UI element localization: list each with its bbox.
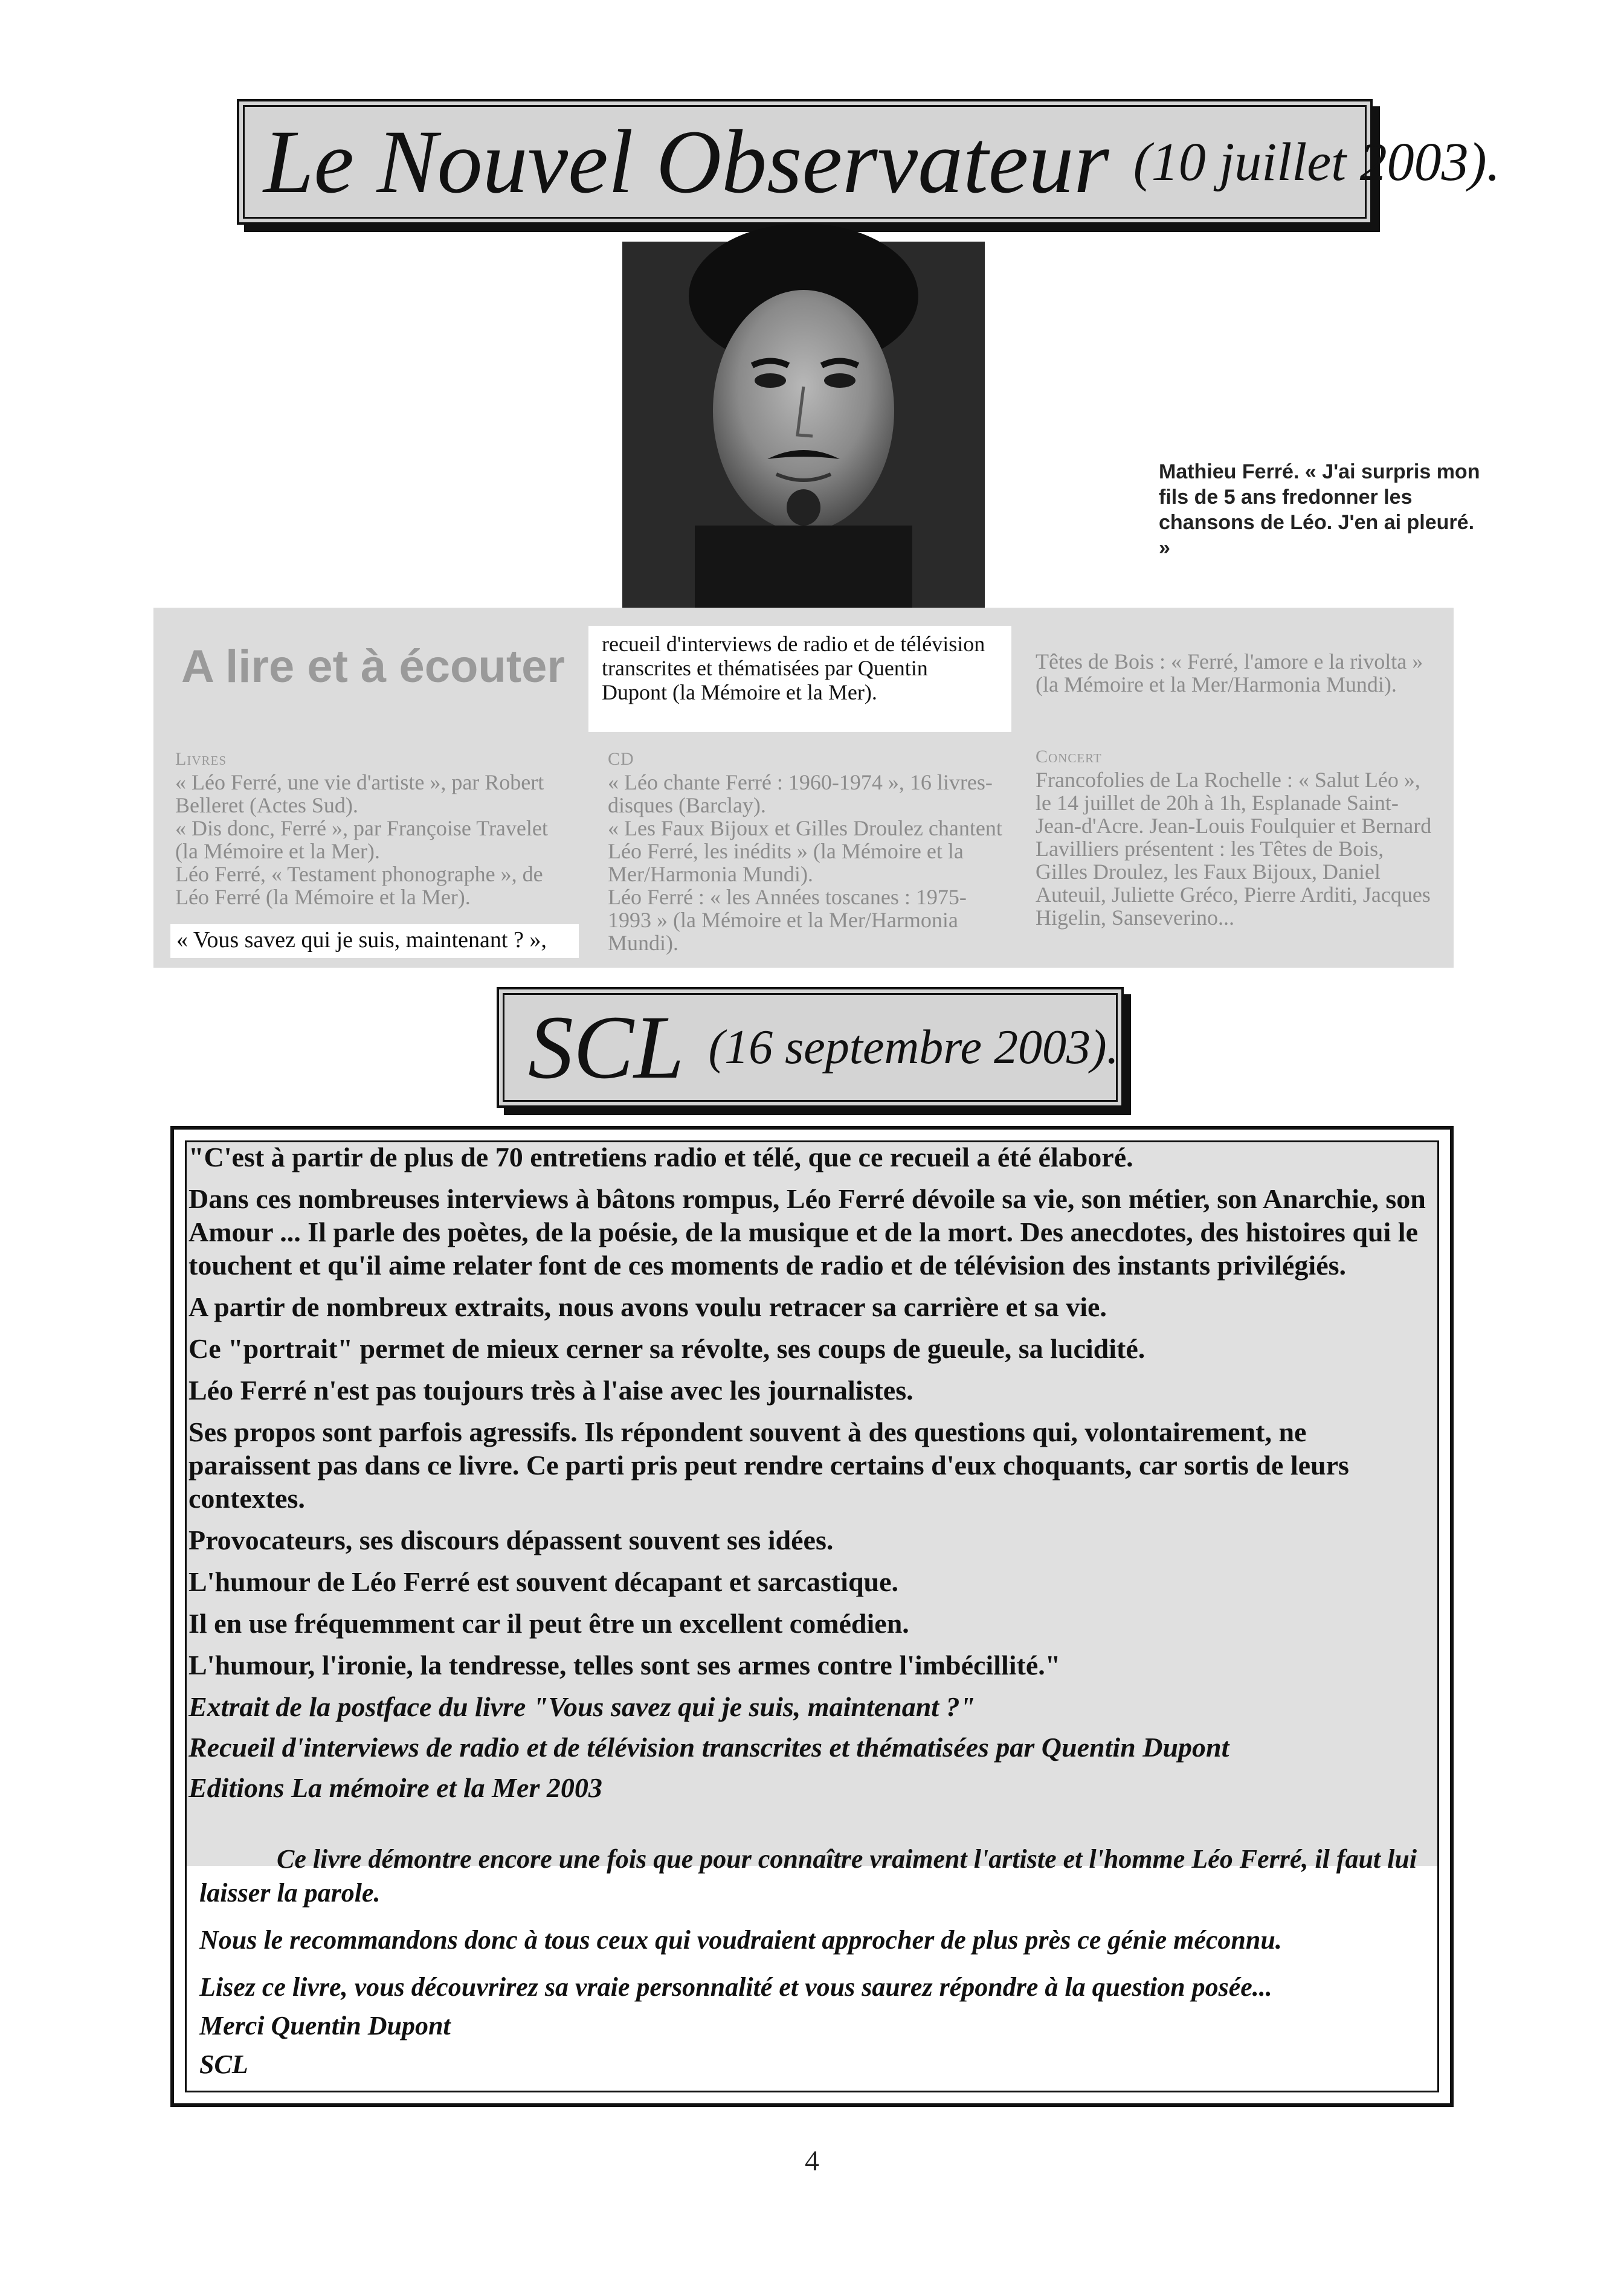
quote-paragraph: L'humour de Léo Ferré est souvent décapant et sarcastique.: [188, 1566, 899, 1597]
header-nouvel-observateur: [237, 99, 1501, 225]
livres-item: « Léo Ferré, une vie d'artiste », par Robert Belleret (Actes Sud).: [175, 770, 544, 817]
quote-paragraph: A partir de nombreux extraits, nous avons voulu retracer sa carrière et sa vie.: [188, 1291, 1107, 1322]
portrait-photo: [622, 242, 985, 608]
header-date: (16 septembre 2003).: [708, 1020, 1119, 1074]
source-line: Editions La mémoire et la Mer 2003: [188, 1772, 602, 1803]
source-line: Recueil d'interviews de radio et de télévision transcrites et thématisées par Quentin Dupont: [188, 1732, 1229, 1763]
source-line: Extrait de la postface du livre "Vous savez qui je suis, maintenant ?": [188, 1691, 976, 1722]
photo-caption: Mathieu Ferré. « J'ai surpris mon fils de 5 ans fredonner les chansons de Léo. J'en ai pleuré. »: [1159, 460, 1480, 559]
header-title: SCL: [528, 997, 685, 1098]
livres-column: [175, 748, 574, 908]
review-signature: SCL: [199, 2050, 248, 2079]
quote-paragraph: Il en use fréquemment car il peut être un excellent comédien.: [188, 1608, 909, 1639]
review-paragraph: Ce livre démontre encore une fois que pour connaître vraiment l'artiste et l'homme Léo Ferré, il faut lui laisser la parole.: [199, 1844, 1417, 1908]
review-signature: Merci Quentin Dupont: [199, 2011, 451, 2040]
cd-item: « Les Faux Bijoux et Gilles Droulez chantent Léo Ferré, les inédits » (la Mémoire et la Mer/Harmonia Mundi).: [608, 816, 1002, 886]
livres-label: Livres: [175, 749, 227, 769]
portrait-illustration: [622, 242, 985, 608]
quote-paragraph: Provocateurs, ses discours dépassent souvent ses idées.: [188, 1525, 834, 1555]
cd-item: « Léo chante Ferré : 1960-1974 », 16 livres-disques (Barclay).: [608, 770, 993, 817]
page-number: 4: [805, 2145, 819, 2177]
header-scl: [497, 987, 1124, 1108]
quote-paragraph: "C'est à partir de plus de 70 entretiens radio et télé, que ce recueil a été élaboré.: [188, 1142, 1133, 1172]
review-paragraph: Lisez ce livre, vous découvrirez sa vraie personnalité et vous saurez répondre à la question posée...: [199, 1972, 1272, 2002]
quote-paragraph: Ce "portrait" permet de mieux cerner sa révolte, ses coups de gueule, sa lucidité.: [188, 1333, 1146, 1364]
quote-paragraph: Dans ces nombreuses interviews à bâtons rompus, Léo Ferré dévoile sa vie, son métier, son Anarchie, son Amour ... Il parle des poètes, de la poésie, de la musique et de la mort. Des anecdotes, des histoires qui le touchent et qu'il aime relater font de ces moments de radio et de télévision des instants privilégiés.: [188, 1183, 1426, 1281]
cd-column: [608, 748, 1007, 954]
livres-item: Léo Ferré, « Testament phonographe », de Léo Ferré (la Mémoire et la Mer).: [175, 862, 543, 909]
scl-quote: [188, 1140, 1433, 1812]
concert-label: Concert: [1036, 747, 1102, 767]
concert-column: [1036, 745, 1440, 929]
clipping-heading: A lire et à écouter: [181, 641, 565, 692]
review-paragraph: Nous le recommandons donc à tous ceux qui voudraient approcher de plus près ce génie méconnu.: [199, 1925, 1282, 1955]
middle-highlight: recueil d'interviews de radio et de télévision transcrites et thématisées par Quentin Dupont (la Mémoire et la Mer).: [588, 626, 1011, 732]
livres-highlight: « Vous savez qui je suis, maintenant ? »,: [170, 924, 579, 958]
quote-paragraph: Léo Ferré n'est pas toujours très à l'aise avec les journalistes.: [188, 1375, 914, 1406]
cd-label: CD: [608, 749, 634, 769]
livres-item: « Dis donc, Ferré », par Françoise Travelet (la Mémoire et la Mer).: [175, 816, 548, 863]
cd-item: Léo Ferré : « les Années toscanes : 1975-1993 » (la Mémoire et la Mer/Harmonia Mundi).: [608, 885, 967, 955]
header-title: Le Nouvel Observateur: [263, 112, 1109, 212]
right-top-text: Têtes de Bois : « Ferré, l'amore e la rivolta » (la Mémoire et la Mer/Harmonia Mundi).: [1036, 649, 1423, 696]
quote-paragraph: L'humour, l'ironie, la tendresse, telles sont ses armes contre l'imbécillité.": [188, 1650, 1061, 1680]
concert-text: Francofolies de La Rochelle : « Salut Léo », le 14 juillet de 20h à 1h, Esplanade Saint-Jean-d'Acre. Jean-Louis Foulquier et Bernard Lavilliers présentent : les Têtes de Bois, Gilles Droulez, les Faux Bijoux, Daniel Auteuil, Juliette Gréco, Pierre Arditi, Jacques Higelin, Sanseverino...: [1036, 768, 1432, 930]
scl-review: [199, 1842, 1432, 2086]
header-date: (10 juillet 2003).: [1133, 132, 1501, 192]
quote-paragraph: Ses propos sont parfois agressifs. Ils répondent souvent à des questions qui, volontairement, ne paraissent pas dans ce livre. Ce parti pris peut rendre certains d'eux choquants, car sortis de leurs contextes.: [188, 1417, 1349, 1514]
